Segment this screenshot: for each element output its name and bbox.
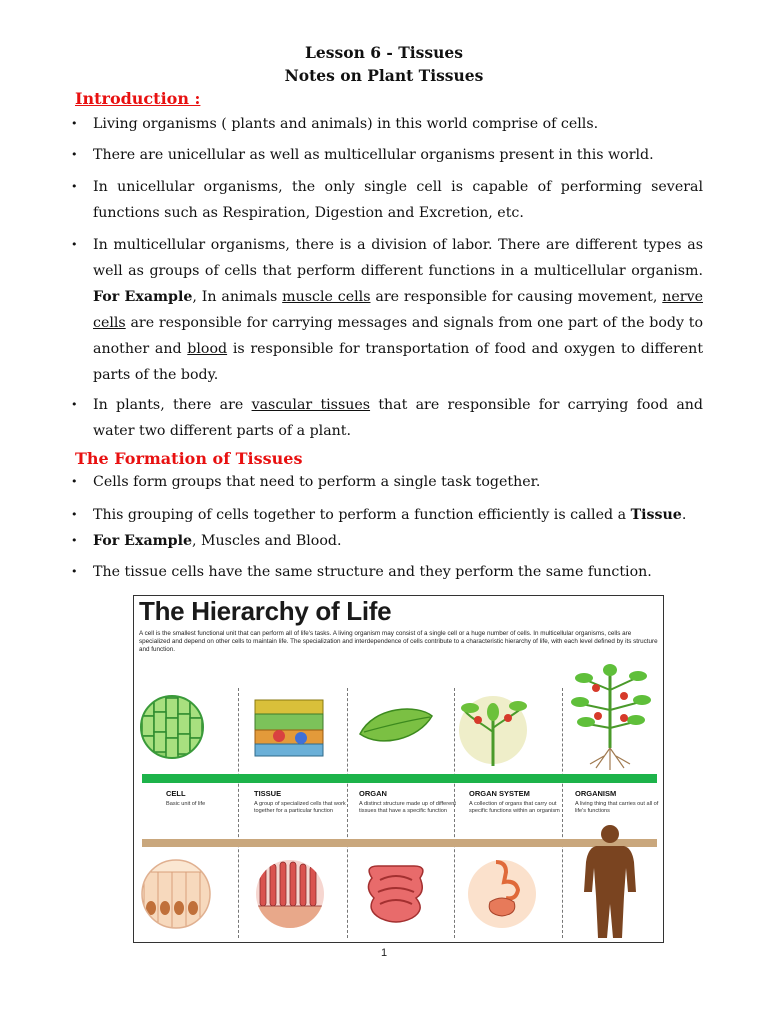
level-name: ORGANISM [575, 789, 617, 798]
text-span: is responsible for transportation of food and oxygen to different parts of the body. [93, 341, 704, 383]
text-span: This grouping of cells together to perform a function efficiently is called a [93, 507, 627, 523]
level-description: Basic unit of life [166, 801, 206, 807]
plant-tissue-illustration [249, 692, 329, 762]
blood-term: blood [187, 341, 228, 357]
level-name: ORGAN SYSTEM [469, 789, 530, 798]
human-organism-illustration [582, 822, 638, 940]
nerve-cells-term: nerve cells [93, 289, 703, 331]
level-cell [166, 789, 266, 808]
intestine-organ-illustration [356, 858, 436, 930]
for-example-label: For Example [93, 533, 192, 549]
formation-bullet-1: • Cells form groups that need to perform a single task together. [93, 469, 703, 495]
intro-bullet-4 [93, 232, 703, 388]
plant-row-bar [142, 774, 657, 783]
intro-bullet-2: • There are unicellular as well as multicellular organisms present in this world. [93, 142, 703, 168]
tissue-term: Tissue [630, 507, 682, 523]
text-span: , Muscles and Blood. [192, 533, 342, 549]
formation-bullet-2 [93, 502, 703, 528]
lesson-title: Lesson 6 - Tissues [305, 43, 463, 62]
notes-subtitle: Notes on Plant Tissues [284, 66, 484, 85]
leaf-illustration [356, 704, 436, 748]
level-tissue [254, 789, 354, 815]
tomato-plant-organism-illustration [564, 660, 656, 772]
level-organ-system [469, 789, 569, 815]
page-number: 1 [380, 947, 388, 959]
animal-row-bar [142, 839, 657, 847]
level-name: TISSUE [254, 789, 282, 798]
vascular-tissues-term: vascular tissues [251, 397, 371, 413]
text-span: . [681, 507, 687, 523]
level-description: A living thing that carries out all of life's functions [575, 801, 659, 814]
intro-bullet-5 [93, 392, 703, 444]
text-span: In plants, there are [93, 397, 244, 413]
text-span: are responsible for carrying messages and signals from one part of the body to another and [93, 315, 704, 357]
formation-bullet-4: • The tissue cells have the same structure and they perform the same function. [93, 559, 703, 585]
intro-bullet-3: • In unicellular organisms, the only single cell is capable of performing several functions such as Respiration, Digestion and Excretion, etc. [93, 174, 703, 226]
level-name: CELL [166, 789, 186, 798]
text-span: In multicellular organisms, there is a division of labor. There are different types as well as groups of cells that perform different functions in a multicellular organism. [93, 237, 703, 279]
formation-heading: The Formation of Tissues [75, 449, 303, 468]
level-description: A group of specialized cells that work together for a particular function [254, 801, 346, 814]
text-span: that are responsible for carrying food and water two different parts of a plant. [93, 397, 703, 439]
text-span: , In animals [192, 289, 278, 305]
level-organ [359, 789, 459, 815]
digestive-organ-system-illustration [466, 858, 538, 930]
figure-title: The Hierarchy of Life [139, 596, 392, 626]
plant-cell-illustration [140, 692, 204, 762]
level-name: ORGAN [359, 789, 387, 798]
hierarchy-of-life-figure [133, 595, 664, 943]
plant-organ-system-illustration [456, 688, 530, 768]
for-example-label: For Example [93, 289, 193, 305]
intro-bullet-1: • Living organisms ( plants and animals) in this world comprise of cells. [93, 111, 703, 137]
muscle-cells-term: muscle cells [282, 289, 371, 305]
animal-tissue-illustration [252, 858, 328, 930]
animal-cell-illustration [140, 858, 212, 930]
formation-bullet-3 [93, 528, 703, 554]
introduction-heading: Introduction : [75, 89, 201, 108]
level-description: A distinct structure made up of different tissues that have a specific function [359, 801, 456, 814]
column-divider [238, 688, 239, 938]
level-description: A collection of organs that carry out specific functions within an organism [469, 801, 560, 814]
text-span: are responsible for causing movement, [375, 289, 658, 305]
level-organism [575, 789, 661, 815]
figure-description: A cell is the smallest functional unit that can perform all of life's tasks. A living organism may consist of a single cell or a huge number of cells. In multicellular organisms, cells are specialized and depend on other cells to maintain life. The specialization and interdependence of cells contribute to a characteristic hierarchy of life, with each level defined by its structure and function. [139, 630, 658, 653]
